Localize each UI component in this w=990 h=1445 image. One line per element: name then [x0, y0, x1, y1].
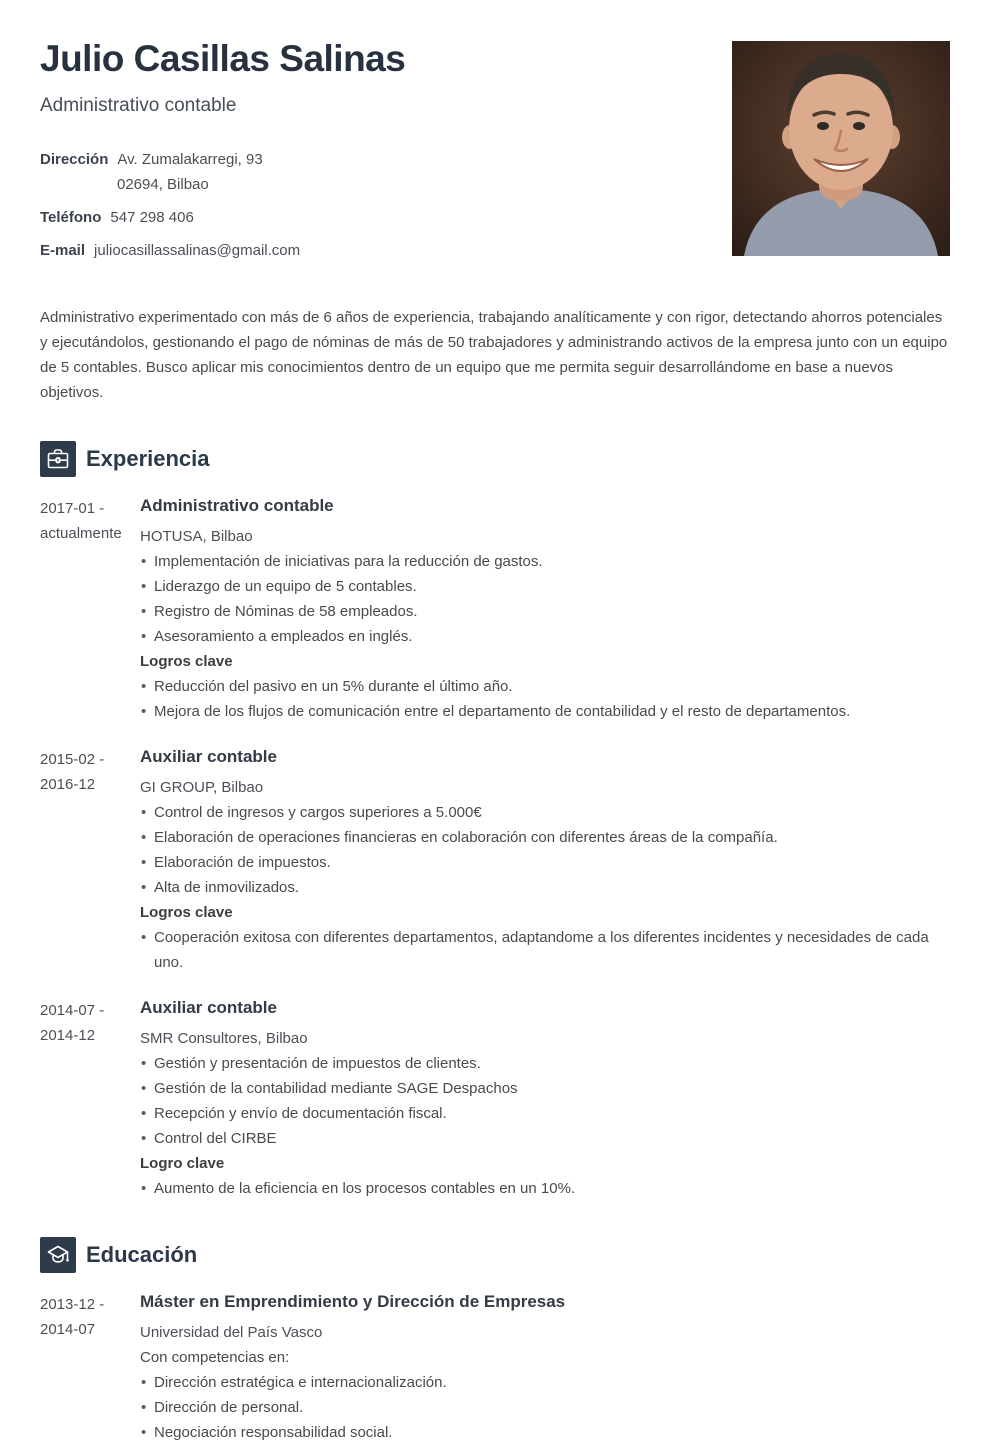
bullet-item: • Aumento de la eficiencia en los procesos contables en un 10%.: [140, 1176, 950, 1201]
entry-title: Administrativo contable: [140, 496, 334, 516]
entry-bullets: [140, 1051, 950, 1151]
address-label: Dirección: [40, 151, 109, 169]
achievement-bullets: [140, 925, 950, 975]
achievement-bullets: [140, 1176, 950, 1201]
person-job-title: Administrativo contable: [40, 94, 237, 116]
bullet-item: • Control del CIRBE: [140, 1126, 950, 1151]
bullet-item: • Gestión y presentación de impuestos de clientes.: [140, 1051, 950, 1076]
bullet-item: • Alta de inmovilizados.: [140, 875, 950, 900]
person-name: Julio Casillas Salinas: [40, 38, 406, 79]
entry-bullets: [140, 1370, 950, 1445]
bullet-item: • Mejora de los flujos de comunicación entre el departamento de contabilidad y el resto de departamentos.: [140, 699, 950, 724]
bullet-item: • Liderazgo de un equipo de 5 contables.: [140, 574, 950, 599]
competencies-intro: Con competencias en:: [140, 1349, 290, 1367]
bullet-item: • Registro de Nóminas de 58 empleados.: [140, 599, 950, 624]
achievements-label: Logro clave: [140, 1155, 225, 1173]
bullet-item: • Reducción del pasivo en un 5% durante el último año.: [140, 674, 950, 699]
email-value: juliocasillassalinas@gmail.com: [94, 242, 301, 260]
bullet-item: • Recepción y envío de documentación fiscal.: [140, 1101, 950, 1126]
education-section: [40, 1237, 950, 1445]
entry-title: Auxiliar contable: [140, 998, 277, 1018]
profile-summary: Administrativo experimentado con más de 6 años de experiencia, trabajando analíticamente y con rigor, detectando ahorros potenciales y ejecutándolos, gestionando el pago de nóminas de más de 50 trabajadores y administrando activos de la empresa junto con un equipo de 5 contables. Busco aplicar mis conocimientos dentro de un equipo que me permita seguir desarrollándome en base a nuevos objetivos.: [40, 309, 948, 402]
entry-dates: 2015-02 - 2016-12: [40, 751, 105, 794]
entry-company: HOTUSA, Bilbao: [140, 528, 253, 546]
bullet-item: • Cooperación exitosa con diferentes departamentos, adaptandome a los diferentes incidentes y necesidades de cada uno.: [140, 925, 950, 975]
bullet-item: • Control de ingresos y cargos superiores a 5.000€: [140, 800, 950, 825]
entry-dates: 2017-01 - actualmente: [40, 500, 122, 543]
bullet-item: • Dirección de personal.: [140, 1395, 950, 1420]
bullet-item: • Dirección estratégica e internacionalización.: [140, 1370, 950, 1395]
bullet-item: • Asesoramiento a empleados en inglés.: [140, 624, 950, 649]
briefcase-icon: [40, 441, 76, 477]
education-section-header: [40, 1237, 950, 1273]
phone-value: 547 298 406: [110, 209, 194, 227]
bullet-item: • Elaboración de operaciones financieras en colaboración con diferentes áreas de la compañía.: [140, 825, 950, 850]
email-label: E-mail: [40, 242, 86, 260]
experience-section-header: [40, 441, 950, 477]
graduation-cap-icon: [40, 1237, 76, 1273]
header: [40, 38, 950, 263]
bullet-item: • Gestión de la contabilidad mediante SAGE Despachos: [140, 1076, 950, 1101]
achievements-label: Logros clave: [140, 904, 233, 922]
profile-photo-image: [732, 41, 950, 256]
experience-heading: Experiencia: [86, 446, 210, 472]
bullet-item: • Elaboración de impuestos.: [140, 850, 950, 875]
experience-entry: [40, 746, 950, 975]
achievements-label: Logros clave: [140, 653, 233, 671]
entry-title: Auxiliar contable: [140, 747, 277, 767]
entry-bullets: [140, 800, 950, 900]
address-line1: Av. Zumalakarregi, 93: [117, 151, 263, 169]
profile-photo: [732, 41, 950, 256]
achievement-bullets: [140, 674, 950, 724]
entry-school: Universidad del País Vasco: [140, 1324, 323, 1342]
experience-entry: [40, 997, 950, 1201]
entry-company: GI GROUP, Bilbao: [140, 779, 264, 797]
entry-bullets: [140, 549, 950, 649]
education-entry: [40, 1291, 950, 1445]
bullet-item: • Negociación responsabilidad social.: [140, 1420, 950, 1445]
experience-section: [40, 441, 950, 1201]
address-line2: 02694, Bilbao: [117, 176, 209, 194]
education-heading: Educación: [86, 1242, 198, 1268]
experience-entry: [40, 495, 950, 724]
entry-title: Máster en Emprendimiento y Dirección de Empresas: [140, 1292, 566, 1312]
entry-dates: 2014-07 - 2014-12: [40, 1002, 105, 1045]
entry-dates: 2013-12 - 2014-07: [40, 1296, 105, 1339]
phone-label: Teléfono: [40, 209, 102, 227]
entry-company: SMR Consultores, Bilbao: [140, 1030, 308, 1048]
bullet-item: • Implementación de iniciativas para la reducción de gastos.: [140, 549, 950, 574]
